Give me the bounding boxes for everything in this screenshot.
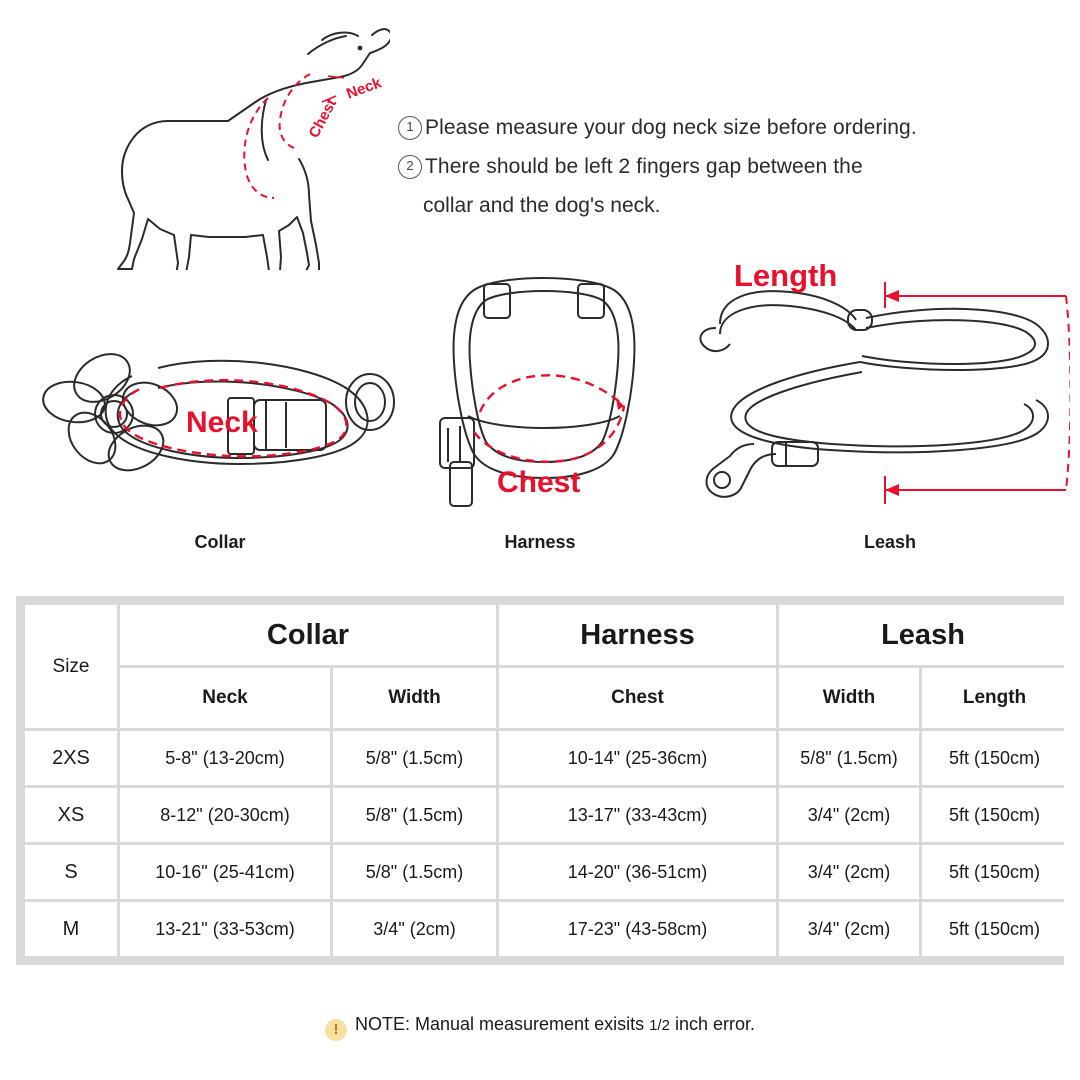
instructions-block [398, 108, 1038, 225]
cell-leash-length: 5ft (150cm) [922, 788, 1067, 842]
header-collar-neck: Neck [120, 668, 330, 728]
cell-collar-width: 5/8" (1.5cm) [333, 845, 496, 899]
cell-harness-chest: 14-20" (36-51cm) [499, 845, 776, 899]
instruction-item [398, 147, 1038, 186]
table-row [25, 845, 1067, 899]
collar-neck-label: Neck [186, 406, 258, 439]
cell-leash-width: 3/4" (2cm) [779, 902, 919, 956]
dog-illustration [60, 10, 390, 270]
header-collar-width: Width [333, 668, 496, 728]
row-size: XS [25, 788, 117, 842]
cell-collar-width: 5/8" (1.5cm) [333, 788, 496, 842]
instruction-text-continued: collar and the dog's neck. [423, 194, 661, 217]
header-leash-length: Length [922, 668, 1067, 728]
cell-collar-width: 3/4" (2cm) [333, 902, 496, 956]
cell-collar-neck: 13-21" (33-53cm) [120, 902, 330, 956]
header-group-collar: Collar [120, 605, 496, 665]
cell-leash-length: 5ft (150cm) [922, 845, 1067, 899]
instruction-text: There should be left 2 fingers gap between the [425, 155, 863, 178]
table-row [25, 788, 1067, 842]
harness-caption: Harness [504, 532, 576, 552]
table-header-row-2 [25, 668, 1067, 728]
cell-collar-neck: 8-12" (20-30cm) [120, 788, 330, 842]
instruction-item [398, 108, 1038, 147]
cell-collar-neck: 10-16" (25-41cm) [120, 845, 330, 899]
row-size: M [25, 902, 117, 956]
header-leash-width: Width [779, 668, 919, 728]
cell-harness-chest: 10-14" (25-36cm) [499, 731, 776, 785]
instruction-number: 2 [398, 155, 422, 179]
instruction-text: Please measure your dog neck size before ordering. [425, 116, 917, 139]
table-row [25, 902, 1067, 956]
warning-icon: ! [325, 1019, 347, 1041]
header-group-leash: Leash [779, 605, 1067, 665]
cell-harness-chest: 17-23" (43-58cm) [499, 902, 776, 956]
cell-harness-chest: 13-17" (33-43cm) [499, 788, 776, 842]
table-row [25, 731, 1067, 785]
dog-neck-label: Neck [344, 74, 384, 103]
size-table [22, 602, 1070, 959]
note-suffix: inch error. [674, 1014, 755, 1034]
harness-chest-label: Chest [497, 466, 581, 499]
row-size: 2XS [25, 731, 117, 785]
cell-leash-width: 3/4" (2cm) [779, 845, 919, 899]
instruction-number: 1 [398, 116, 422, 140]
table-header-row-1 [25, 605, 1067, 665]
leash-caption: Leash [863, 532, 917, 552]
header-size: Size [25, 605, 117, 728]
header-harness-chest: Chest [499, 668, 776, 728]
cell-leash-width: 5/8" (1.5cm) [779, 731, 919, 785]
cell-leash-length: 5ft (150cm) [922, 731, 1067, 785]
header-group-harness: Harness [499, 605, 776, 665]
cell-collar-neck: 5-8" (13-20cm) [120, 731, 330, 785]
cell-collar-width: 5/8" (1.5cm) [333, 731, 496, 785]
note-row [0, 1014, 1080, 1041]
leash-length-label: Length [734, 258, 838, 293]
note-prefix: NOTE: Manual measurement exisits [354, 1014, 645, 1034]
collar-caption: Collar [194, 532, 246, 552]
size-table-container [16, 596, 1064, 965]
note-fraction: 1/2 [649, 1017, 670, 1034]
cell-leash-width: 3/4" (2cm) [779, 788, 919, 842]
row-size: S [25, 845, 117, 899]
cell-leash-length: 5ft (150cm) [922, 902, 1067, 956]
dog-chest-label: Chest [305, 96, 341, 141]
